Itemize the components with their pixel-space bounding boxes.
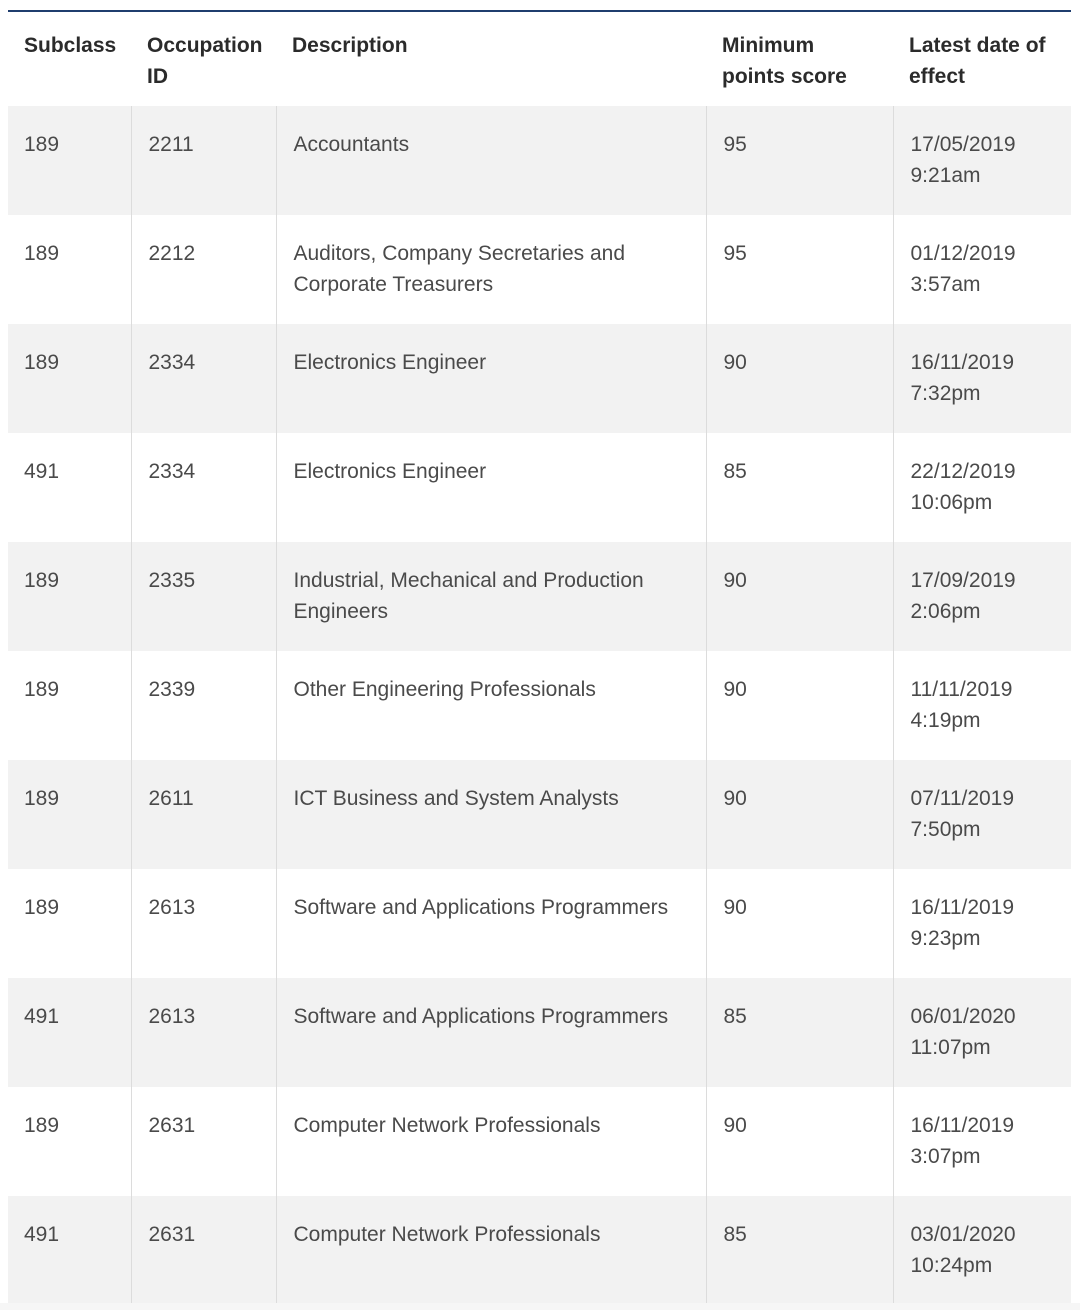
cell-minimum-points: 95 bbox=[706, 106, 893, 215]
cell-latest-date: 03/01/2020 10:24pm bbox=[893, 1196, 1071, 1305]
cell-description: Accountants bbox=[276, 106, 706, 215]
cell-subclass: 189 bbox=[8, 760, 131, 869]
cell-occupation-id: 2613 bbox=[131, 978, 276, 1087]
cell-subclass: 189 bbox=[8, 215, 131, 324]
cell-description: Electronics Engineer bbox=[276, 433, 706, 542]
cell-latest-date: 22/12/2019 10:06pm bbox=[893, 433, 1071, 542]
cell-latest-date: 16/11/2019 3:07pm bbox=[893, 1087, 1071, 1196]
cell-occupation-id: 2334 bbox=[131, 433, 276, 542]
cell-minimum-points: 90 bbox=[706, 324, 893, 433]
cell-subclass: 189 bbox=[8, 869, 131, 978]
cell-description: Software and Applications Programmers bbox=[276, 978, 706, 1087]
cell-latest-date: 16/11/2019 9:23pm bbox=[893, 869, 1071, 978]
table-row bbox=[8, 1087, 1071, 1196]
cell-description: Auditors, Company Secretaries and Corporate Treasurers bbox=[276, 215, 706, 324]
cell-description: Computer Network Professionals bbox=[276, 1196, 706, 1305]
cell-subclass: 189 bbox=[8, 106, 131, 215]
cell-latest-date: 11/11/2019 4:19pm bbox=[893, 651, 1071, 760]
table-row bbox=[8, 433, 1071, 542]
header-description: Description bbox=[276, 12, 706, 106]
table-row bbox=[8, 1196, 1071, 1305]
cell-subclass: 189 bbox=[8, 651, 131, 760]
table-row bbox=[8, 760, 1071, 869]
cell-latest-date: 07/11/2019 7:50pm bbox=[893, 760, 1071, 869]
cell-latest-date: 16/11/2019 7:32pm bbox=[893, 324, 1071, 433]
cell-occupation-id: 2631 bbox=[131, 1087, 276, 1196]
cell-occupation-id: 2334 bbox=[131, 324, 276, 433]
cell-subclass: 189 bbox=[8, 324, 131, 433]
table-row bbox=[8, 324, 1071, 433]
cell-description: Industrial, Mechanical and Production Engineers bbox=[276, 542, 706, 651]
table-row bbox=[8, 542, 1071, 651]
cell-occupation-id: 2611 bbox=[131, 760, 276, 869]
invitation-points-table bbox=[8, 12, 1071, 1305]
cell-minimum-points: 90 bbox=[706, 542, 893, 651]
cell-occupation-id: 2211 bbox=[131, 106, 276, 215]
cell-occupation-id: 2613 bbox=[131, 869, 276, 978]
cell-occupation-id: 2335 bbox=[131, 542, 276, 651]
cell-subclass: 189 bbox=[8, 1087, 131, 1196]
table-body bbox=[8, 106, 1071, 1305]
cell-minimum-points: 90 bbox=[706, 1087, 893, 1196]
bottom-divider bbox=[0, 1303, 1080, 1310]
table-row bbox=[8, 978, 1071, 1087]
cell-description: ICT Business and System Analysts bbox=[276, 760, 706, 869]
header-occupation-id: Occupation ID bbox=[131, 12, 276, 106]
header-minimum-points: Minimum points score bbox=[706, 12, 893, 106]
table-row bbox=[8, 215, 1071, 324]
header-subclass: Subclass bbox=[8, 12, 131, 106]
cell-subclass: 491 bbox=[8, 978, 131, 1087]
cell-minimum-points: 90 bbox=[706, 651, 893, 760]
table-row bbox=[8, 869, 1071, 978]
cell-latest-date: 06/01/2020 11:07pm bbox=[893, 978, 1071, 1087]
cell-latest-date: 17/09/2019 2:06pm bbox=[893, 542, 1071, 651]
cell-latest-date: 01/12/2019 3:57am bbox=[893, 215, 1071, 324]
cell-occupation-id: 2212 bbox=[131, 215, 276, 324]
cell-description: Electronics Engineer bbox=[276, 324, 706, 433]
cell-minimum-points: 90 bbox=[706, 869, 893, 978]
cell-minimum-points: 85 bbox=[706, 433, 893, 542]
cell-minimum-points: 85 bbox=[706, 978, 893, 1087]
cell-subclass: 189 bbox=[8, 542, 131, 651]
cell-description: Computer Network Professionals bbox=[276, 1087, 706, 1196]
cell-subclass: 491 bbox=[8, 433, 131, 542]
cell-subclass: 491 bbox=[8, 1196, 131, 1305]
header-row bbox=[8, 12, 1071, 106]
table-header bbox=[8, 12, 1071, 106]
cell-minimum-points: 95 bbox=[706, 215, 893, 324]
cell-occupation-id: 2339 bbox=[131, 651, 276, 760]
header-latest-date: Latest date of effect bbox=[893, 12, 1071, 106]
cell-minimum-points: 90 bbox=[706, 760, 893, 869]
table-row bbox=[8, 651, 1071, 760]
table-row bbox=[8, 106, 1071, 215]
cell-description: Other Engineering Professionals bbox=[276, 651, 706, 760]
cell-description: Software and Applications Programmers bbox=[276, 869, 706, 978]
cell-latest-date: 17/05/2019 9:21am bbox=[893, 106, 1071, 215]
cell-occupation-id: 2631 bbox=[131, 1196, 276, 1305]
cell-minimum-points: 85 bbox=[706, 1196, 893, 1305]
